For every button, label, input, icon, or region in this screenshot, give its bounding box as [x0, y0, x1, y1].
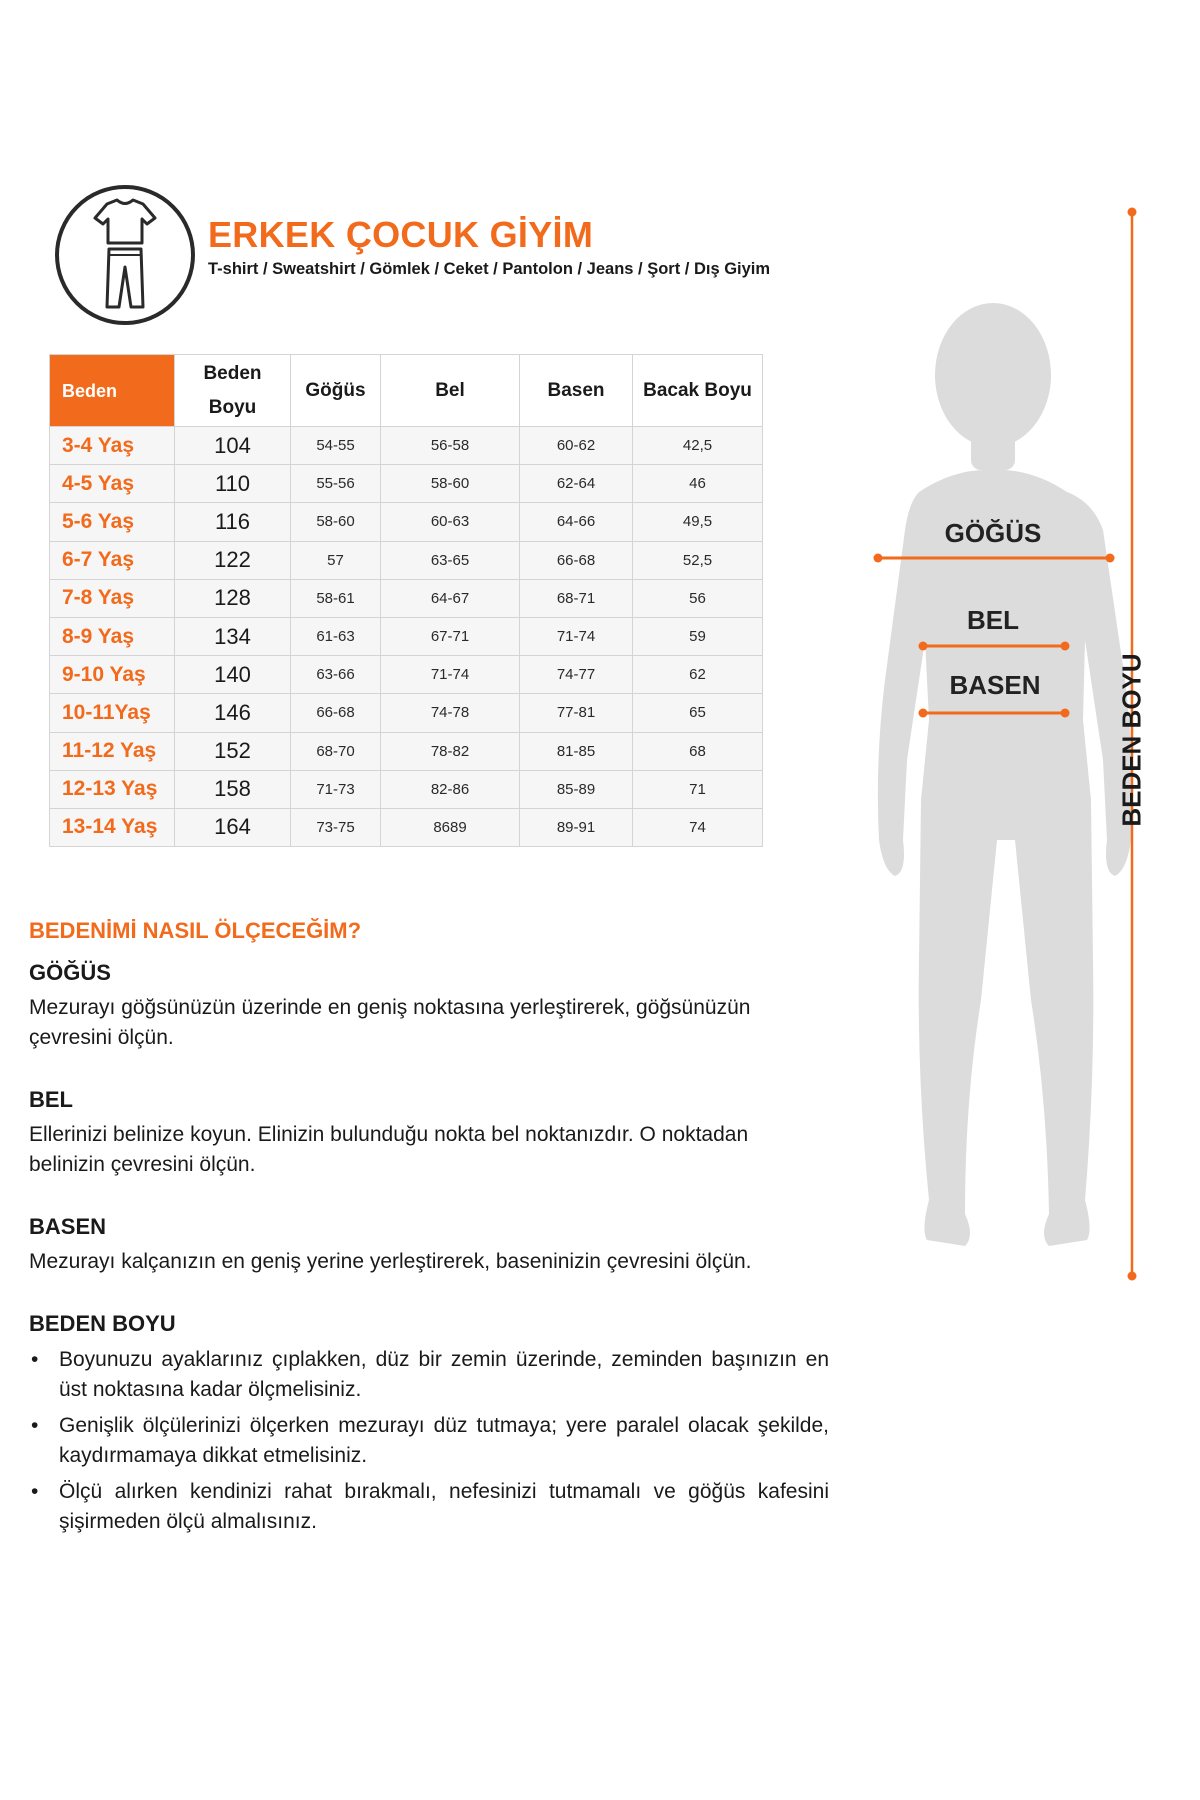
leg-cell: 65	[633, 694, 763, 732]
leg-cell: 62	[633, 656, 763, 694]
figure-waist-label: BEL	[967, 605, 1019, 635]
header-height-line1: Beden	[203, 362, 262, 384]
height-section	[29, 1311, 829, 1543]
chest-cell: 57	[291, 541, 381, 579]
hip-text: Mezurayı kalçanızın en geniş yerine yerleştirerek, baseninizin çevresini ölçün.	[29, 1250, 752, 1273]
chest-text: Mezurayı göğsünüzün üzerinde en geniş noktasına yerleştirerek, göğsünüzün çevresini ölçün.	[29, 996, 751, 1049]
chest-cell: 68-70	[291, 732, 381, 770]
table-row	[50, 579, 763, 617]
chest-cell: 55-56	[291, 465, 381, 503]
waist-text: Ellerinizi belinize koyun. Elinizin bulunduğu nokta bel noktanızdır. O noktadan belinizin çevresini ölçün.	[29, 1123, 749, 1176]
height-cell: 110	[175, 465, 291, 503]
page-title: ERKEK ÇOCUK GİYİM	[208, 214, 594, 255]
waist-cell: 67-71	[381, 617, 520, 655]
size-cell: 4-5 Yaş	[50, 465, 175, 503]
size-cell: 3-4 Yaş	[50, 427, 175, 465]
waist-cell: 82-86	[381, 770, 520, 808]
table-row	[50, 694, 763, 732]
waist-heading: BEL	[29, 1087, 73, 1112]
table-row	[50, 656, 763, 694]
chest-cell: 58-61	[291, 579, 381, 617]
height-cell: 116	[175, 503, 291, 541]
table-row	[50, 732, 763, 770]
chest-cell: 61-63	[291, 617, 381, 655]
size-cell: 9-10 Yaş	[50, 656, 175, 694]
size-cell: 7-8 Yaş	[50, 579, 175, 617]
hip-cell: 62-64	[520, 465, 633, 503]
size-cell: 12-13 Yaş	[50, 770, 175, 808]
hip-cell: 77-81	[520, 694, 633, 732]
chest-section	[29, 960, 829, 1053]
size-cell: 11-12 Yaş	[50, 732, 175, 770]
size-chart-table	[49, 354, 763, 847]
header-leg: Bacak Boyu	[633, 355, 763, 427]
size-cell: 10-11Yaş	[50, 694, 175, 732]
table-row	[50, 770, 763, 808]
chest-cell: 66-68	[291, 694, 381, 732]
hip-cell: 66-68	[520, 541, 633, 579]
leg-cell: 42,5	[633, 427, 763, 465]
leg-cell: 49,5	[633, 503, 763, 541]
height-cell: 152	[175, 732, 291, 770]
list-item: • Genişlik ölçülerinizi ölçerken mezurayı düz tutmaya; yere paralel olacak şekilde, kaydırmamaya dikkat etmelisiniz.	[29, 1411, 829, 1471]
height-cell: 164	[175, 808, 291, 846]
leg-cell: 59	[633, 617, 763, 655]
hip-cell: 74-77	[520, 656, 633, 694]
figure-chest-label: GÖĞÜS	[944, 518, 1042, 548]
table-row	[50, 808, 763, 846]
waist-cell: 64-67	[381, 579, 520, 617]
waist-cell: 71-74	[381, 656, 520, 694]
chest-cell: 58-60	[291, 503, 381, 541]
clothing-tshirt-pants-icon	[59, 189, 191, 321]
waist-section	[29, 1087, 829, 1180]
waist-cell: 74-78	[381, 694, 520, 732]
waist-cell: 60-63	[381, 503, 520, 541]
height-cell: 128	[175, 579, 291, 617]
table-row	[50, 503, 763, 541]
leg-cell: 71	[633, 770, 763, 808]
leg-cell: 46	[633, 465, 763, 503]
height-cell: 146	[175, 694, 291, 732]
waist-cell: 63-65	[381, 541, 520, 579]
hip-cell: 64-66	[520, 503, 633, 541]
hip-cell: 60-62	[520, 427, 633, 465]
chest-cell: 63-66	[291, 656, 381, 694]
table-row	[50, 541, 763, 579]
height-heading: BEDEN BOYU	[29, 1311, 176, 1336]
figure-height-label: BEDEN BOYU	[1116, 653, 1147, 827]
waist-cell: 78-82	[381, 732, 520, 770]
table-row	[50, 427, 763, 465]
height-bullet-list	[29, 1345, 829, 1537]
size-cell: 13-14 Yaş	[50, 808, 175, 846]
list-item: • Boyunuzu ayaklarınız çıplakken, düz bir zemin üzerinde, zeminden başınızın en üst noktasına kadar ölçmelisiniz.	[29, 1345, 829, 1405]
height-cell: 104	[175, 427, 291, 465]
table-header-row	[50, 355, 763, 427]
hip-cell: 68-71	[520, 579, 633, 617]
header-waist: Bel	[381, 355, 520, 427]
header-chest: Göğüs	[291, 355, 381, 427]
size-cell: 6-7 Yaş	[50, 541, 175, 579]
size-cell: 8-9 Yaş	[50, 617, 175, 655]
header-height-line2: Boyu	[208, 396, 257, 418]
leg-cell: 56	[633, 579, 763, 617]
hip-heading: BASEN	[29, 1214, 107, 1239]
table-row	[50, 617, 763, 655]
header-hip: Basen	[520, 355, 633, 427]
figure-hip-label: BASEN	[949, 670, 1041, 700]
clothing-logo	[55, 185, 195, 325]
height-cell: 122	[175, 541, 291, 579]
height-cell: 158	[175, 770, 291, 808]
hip-section	[29, 1214, 829, 1277]
list-item: • Ölçü alırken kendinizi rahat bırakmalı, nefesinizi tutmamalı ve göğüs kafesini şişirmeden ölçü almalısınız.	[29, 1477, 829, 1537]
table-row	[50, 465, 763, 503]
hip-cell: 85-89	[520, 770, 633, 808]
waist-cell: 56-58	[381, 427, 520, 465]
guide-question-heading: BEDENİMİ NASIL ÖLÇECEĞİM?	[29, 918, 362, 943]
leg-cell: 68	[633, 732, 763, 770]
chest-cell: 73-75	[291, 808, 381, 846]
waist-cell: 58-60	[381, 465, 520, 503]
waist-cell: 8689	[381, 808, 520, 846]
height-cell: 134	[175, 617, 291, 655]
leg-cell: 52,5	[633, 541, 763, 579]
page-subtitle: T-shirt / Sweatshirt / Gömlek / Ceket / Pantolon / Jeans / Şort / Dış Giyim	[208, 260, 771, 278]
chest-cell: 71-73	[291, 770, 381, 808]
hip-cell: 89-91	[520, 808, 633, 846]
chest-cell: 54-55	[291, 427, 381, 465]
header-height	[175, 355, 291, 427]
leg-cell: 74	[633, 808, 763, 846]
height-cell: 140	[175, 656, 291, 694]
chest-heading: GÖĞÜS	[29, 960, 111, 985]
hip-cell: 71-74	[520, 617, 633, 655]
guide-question	[29, 918, 829, 944]
header-size: Beden	[50, 355, 175, 427]
hip-cell: 81-85	[520, 732, 633, 770]
size-cell: 5-6 Yaş	[50, 503, 175, 541]
